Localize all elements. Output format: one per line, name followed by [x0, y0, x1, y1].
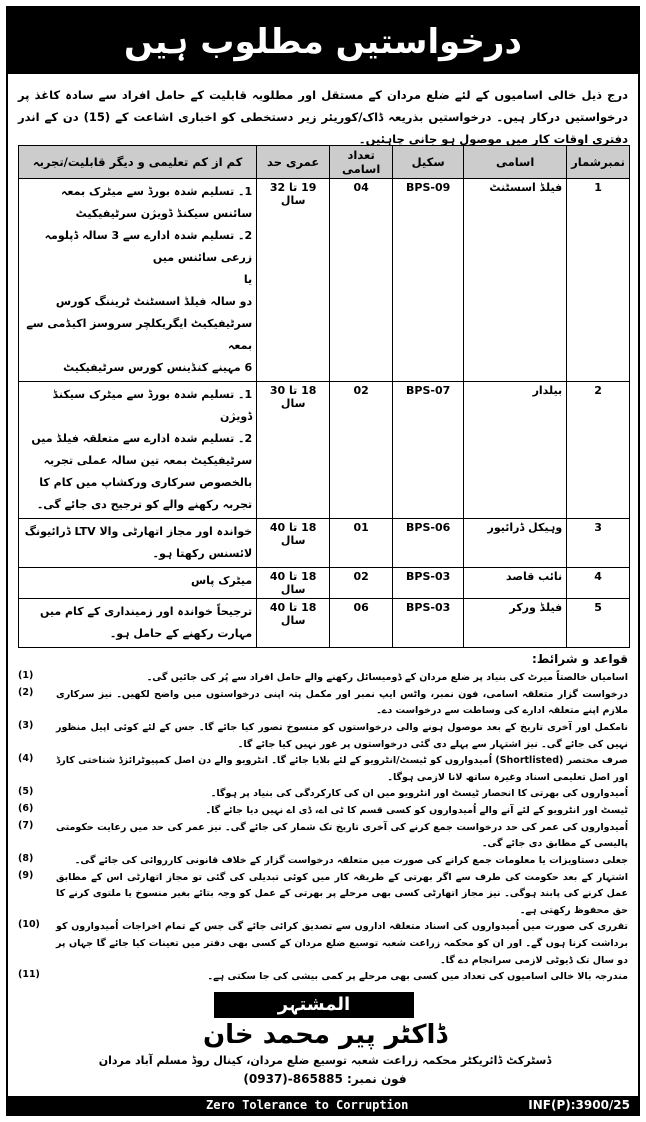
cell-no: 4 [567, 568, 630, 599]
qualification-line: 1۔ تسلیم شدہ بورڈ سے میٹرک سیکنڈ ڈویژن [52, 388, 253, 423]
cell-qualification [19, 519, 257, 568]
cell-post: فیلڈ اسسٹنٹ [464, 179, 567, 382]
cell-count: 06 [330, 599, 393, 648]
advertiser-office: ڈسٹرکٹ ڈائریکٹر محکمہ زراعت شعبہ توسیع ضلع مردان، کینال روڈ مسلم آباد مردان [98, 1054, 552, 1067]
rule-item [18, 820, 628, 853]
cell-qualification [19, 599, 257, 648]
header-count: تعداد اسامی [330, 146, 393, 179]
rule-item [18, 853, 628, 870]
rule-item [18, 803, 628, 820]
table-header-row [19, 146, 630, 179]
rule-number: (4) [18, 753, 34, 765]
cell-qualification [19, 568, 257, 599]
footer-inf-number: INF(P):3900/25 [528, 1098, 630, 1112]
rule-text: اسامیاں خالصتاً میرٹ کی بنیاد پر ضلع مردان کے ڈومیسائل رکھنے والے حامل افراد سے پُر کی جائیں گی۔ [146, 672, 628, 683]
rules-list [18, 670, 628, 986]
cell-count: 02 [330, 568, 393, 599]
rule-number: (1) [18, 670, 34, 681]
rule-item [18, 753, 628, 786]
qualification-line: ترجیحاً خواندہ اور زمینداری کے کام میں مہارت رکھنے کے حامل ہو۔ [39, 605, 253, 640]
advertiser-name: ڈاکٹر پیر محمد خان [202, 1020, 448, 1050]
cell-qualification [19, 179, 257, 382]
header-no: نمبرشمار [567, 146, 630, 179]
rule-number: (7) [18, 819, 34, 831]
rule-number: (9) [18, 869, 34, 881]
rule-text: اشتہار کے بعد حکومت کی طرف سے اگر بھرتی کے طریقہ کار میں کوئی تبدیلی کی گئی تو مجاز اتھارٹی اس کے مطابق عمل کرنے کی پابند ہوگی۔ نیز مجاز اتھارٹی کسی بھی مرحلے پر بھرتی کے عمل کو وجہ بتائے بغیر منسوخ یا ملتوی کرنے کا حق محفوظ رکھتی ہے۔ [56, 871, 628, 916]
qualification-line: 2۔ تسلیم شدہ ادارے سے 3 سالہ ڈپلومہ زرعی سائنس میں [44, 229, 253, 264]
cell-qualification [19, 382, 257, 519]
qualification-line: یا [243, 273, 253, 286]
table-row [19, 519, 630, 568]
rule-number: (2) [18, 686, 34, 698]
qualification-line: بالخصوص سرکاری ورکشاپ میں کام کا تجربہ رکھنے والے کو ترجیح دی جائے گی۔ [36, 476, 253, 511]
rule-number: (5) [18, 786, 34, 798]
rules-heading: قواعد و شرائط: [532, 652, 628, 666]
cell-scale: BPS-07 [393, 382, 464, 519]
cell-age: 18 تا 30 سال [257, 382, 330, 519]
header-scale: سکیل [393, 146, 464, 179]
rule-text: اُمیدواروں کی بھرتی کا انحصار ٹیسٹ اور انٹرویو میں ان کی کارکردگی کی بنیاد پر ہوگا۔ [210, 788, 628, 800]
qualification-line: میٹرک پاس [190, 574, 253, 587]
intro-paragraph: درج ذیل خالی اسامیوں کے لئے ضلع مردان کے مستقل اور مطلوبہ قابلیت کے حامل افراد سے سادہ کاغذ پر درخواستیں درکار ہیں۔ درخواستیں بذریعہ ڈاک/کوریئر زیر دستخطی کو اخباری اشاعت کے (15) دن کے اندر دفتری اوقات کار میں موصول ہو جانی چاہئیں۔ [18, 88, 628, 146]
table-row [19, 179, 630, 382]
cell-post: فیلڈ ورکر [464, 599, 567, 648]
cell-age: 19 تا 32 سال [257, 179, 330, 382]
footer-bar [8, 1096, 638, 1116]
rule-text: نامکمل اور آخری تاریخ کے بعد موصول ہونے والی درخواستوں کو منسوخ تصور کیا جائے گا۔ جس کے لئے کوئی اپیل منظور نہیں کی جائے گی۔ نیز اشتہار سے پہلے دی گئی درخواستوں پر غور نہیں کیا جائے گا۔ [56, 721, 628, 750]
advertiser-phone: فون نمبر: 865885-(0937) [243, 1072, 407, 1086]
cell-no: 1 [567, 179, 630, 382]
cell-no: 5 [567, 599, 630, 648]
qualification-line: 6 مہینے کنڈینس کورس سرٹیفیکیٹ [63, 361, 253, 374]
title-banner [8, 8, 638, 74]
cell-scale: BPS-09 [393, 179, 464, 382]
cell-post: وہیکل ڈرائیور [464, 519, 567, 568]
rule-number: (10) [18, 919, 40, 931]
rule-text: تقرری کی صورت میں اُمیدواروں کی اسناد متعلقہ اداروں سے تصدیق کرائی جائے گی جس کے تمام اخراجات اُمیدواروں کو برداشت کرنا ہوں گے۔ اور ان کو محکمہ زراعت شعبہ توسیع ضلع مردان کے کسی بھی دفتر میں تعینات کیا جائے گا جہاں پر دو سال تک ڈیوٹی لازمی سرانجام دے گا۔ [56, 921, 628, 966]
cell-age: 18 تا 40 سال [257, 568, 330, 599]
header-post: اسامی [464, 146, 567, 179]
rule-number: (11) [18, 969, 40, 981]
rule-text: ٹیسٹ اور انٹرویو کے لئے آنے والے اُمیدواروں کو کسی قسم کا ٹی اے، ڈی اے نہیں دیا جائے گا۔ [205, 805, 628, 816]
rule-item [18, 919, 628, 969]
advertiser-label: المشتہر [214, 992, 414, 1018]
rule-item [18, 670, 628, 687]
qualification-line: 1۔ تسلیم شدہ بورڈ سے میٹرک بمعہ سائنس سیکنڈ ڈویژن سرٹیفیکیٹ [60, 185, 253, 220]
advertisement-page [6, 6, 640, 1116]
jobs-table [18, 145, 630, 648]
cell-no: 3 [567, 519, 630, 568]
qualification-line: 2۔ تسلیم شدہ ادارے سے متعلقہ فیلڈ میں سرٹیفیکیٹ بمعہ تین سالہ عملی تجربہ [31, 432, 253, 467]
rule-text: مندرجہ بالا خالی اسامیوں کی تعداد میں کسی بھی مرحلے پر کمی بیشی کی جا سکتی ہے۔ [207, 971, 628, 983]
rule-text: جعلی دستاویزات یا معلومات جمع کرانے کی صورت میں متعلقہ درخواست گزار کے خلاف قانونی کارروائی کی جائے گی۔ [74, 854, 628, 866]
table-row [19, 568, 630, 599]
rule-text: درخواست گزار متعلقہ اسامی، فون نمبر، واٹس ایپ نمبر اور مکمل پتہ اپنی درخواستوں میں واضح لکھیں۔ نیز سرکاری ملازم اپنے متعلقہ ادارے کی وساطت سے درخواست دے۔ [56, 688, 628, 717]
rule-text: صرف مختصر (Shortlisted) اُمیدواروں کو ٹیسٹ/انٹرویو کے لئے بلایا جائے گا۔ انٹرویو والے دن اصل کمپیوٹرائزڈ شناختی کارڈ اور اصل تعلیمی اسناد وغیرہ ساتھ لانا لازمی ہوگا۔ [56, 755, 628, 783]
cell-scale: BPS-03 [393, 599, 464, 648]
rule-item [18, 720, 628, 753]
cell-count: 01 [330, 519, 393, 568]
rule-item [18, 969, 628, 986]
header-age: عمری حد [257, 146, 330, 179]
page-title: درخواستیں مطلوب ہیں [124, 21, 522, 62]
cell-post: بیلدار [464, 382, 567, 519]
rule-item [18, 870, 628, 920]
cell-scale: BPS-03 [393, 568, 464, 599]
qualification-line: خواندہ اور مجاز اتھارٹی والا LTV ڈرائیونگ لائسنس رکھتا ہو۔ [24, 525, 253, 560]
qualification-line: دو سالہ فیلڈ اسسٹنٹ ٹریننگ کورس سرٹیفیکیٹ ایگریکلچر سروسز اکیڈمی سے بمعہ [26, 295, 253, 352]
rule-item [18, 687, 628, 720]
rule-item [18, 786, 628, 803]
cell-scale: BPS-06 [393, 519, 464, 568]
cell-no: 2 [567, 382, 630, 519]
cell-post: نائب قاصد [464, 568, 567, 599]
rule-number: (3) [18, 719, 34, 731]
rule-number: (8) [18, 852, 34, 864]
footer-slogan: Zero Tolerance to Corruption [206, 1098, 409, 1112]
rule-text: اُمیدواروں کی عمر کی حد درخواست جمع کرنے کی آخری تاریخ تک شمار کی جائے گی۔ نیز عمر کی حد میں رعایت حکومتی پالیسی کے مطابق دی جائے گی۔ [56, 821, 628, 850]
header-qualification: کم از کم تعلیمی و دیگر قابلیت/تجربہ [19, 146, 257, 179]
cell-count: 02 [330, 382, 393, 519]
cell-age: 18 تا 40 سال [257, 599, 330, 648]
cell-age: 18 تا 40 سال [257, 519, 330, 568]
rule-number: (6) [18, 803, 34, 814]
table-row [19, 599, 630, 648]
cell-count: 04 [330, 179, 393, 382]
table-row [19, 382, 630, 519]
